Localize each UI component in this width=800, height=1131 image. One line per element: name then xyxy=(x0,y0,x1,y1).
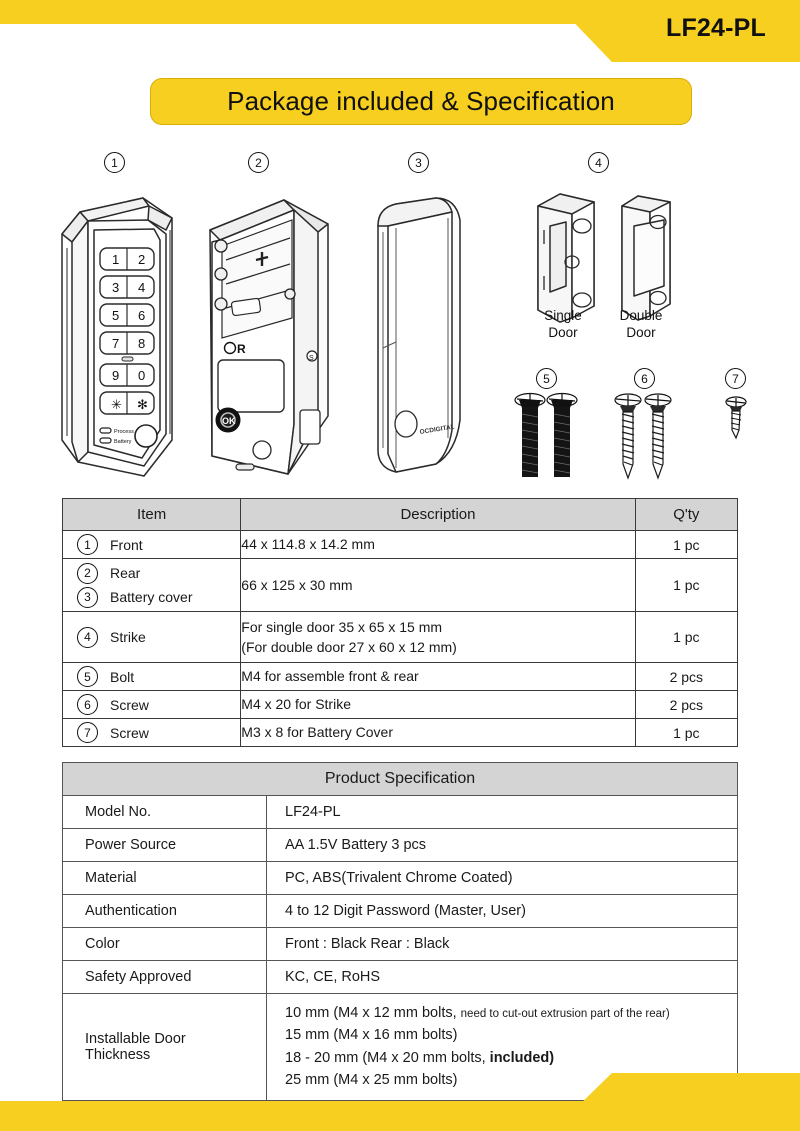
cell-description: 44 x 114.8 x 14.2 mm xyxy=(241,531,635,559)
spec-value: KC, CE, RoHS xyxy=(267,961,738,994)
svg-text:2: 2 xyxy=(138,252,146,267)
description-line: (For double door 27 x 60 x 12 mm) xyxy=(241,639,457,655)
table-row xyxy=(63,663,738,691)
strike-single-caption: Single Door xyxy=(544,308,582,340)
spec-value: AA 1.5V Battery 3 pcs xyxy=(267,829,738,862)
spec-label-line: Thickness xyxy=(85,1046,151,1063)
spec-value: Front : Black Rear : Black xyxy=(267,928,738,961)
cover-thumb-recess xyxy=(395,411,417,437)
table-row xyxy=(63,531,738,559)
spec-label: Material xyxy=(63,862,267,895)
table-header-row xyxy=(63,499,738,531)
svg-text:0: 0 xyxy=(138,368,146,383)
svg-text:Battery: Battery xyxy=(114,439,132,445)
spec-label-line: Installable Door xyxy=(85,1030,186,1047)
marker-3: 3 xyxy=(408,152,429,173)
spec-row xyxy=(63,928,738,961)
svg-text:S: S xyxy=(309,355,314,362)
cell-item xyxy=(63,663,241,691)
model-label: LF24-PL xyxy=(665,14,766,42)
spec-table-title: Product Specification xyxy=(63,763,738,796)
item-name: Screw xyxy=(110,696,149,713)
item-marker: 2 xyxy=(77,563,98,584)
svg-text:3: 3 xyxy=(112,280,120,295)
svg-text:1: 1 xyxy=(112,252,120,267)
battery-cover-illustration xyxy=(352,192,482,482)
page-footer xyxy=(0,1073,800,1131)
item-name: Battery cover xyxy=(110,589,193,605)
item-marker: 3 xyxy=(77,587,98,608)
strike-double-caption: Double Door xyxy=(619,308,663,340)
thickness-line: 18 - 20 mm (M4 x 20 mm bolts, included) xyxy=(285,1049,555,1066)
spec-row xyxy=(63,961,738,994)
screw-strike-illustration xyxy=(612,390,682,486)
col-header-item: Item xyxy=(63,499,241,531)
item-marker: 4 xyxy=(77,627,98,648)
svg-text:8: 8 xyxy=(138,336,146,351)
cell-qty: 2 pcs xyxy=(635,663,737,691)
page-header xyxy=(0,0,800,62)
front-knob-icon xyxy=(135,425,157,447)
cell-description: M3 x 8 for Battery Cover xyxy=(241,719,635,747)
cell-qty: 1 pc xyxy=(635,612,737,663)
spec-label: Power Source xyxy=(63,829,267,862)
item-name: Strike xyxy=(110,629,146,645)
package-included-table xyxy=(62,498,738,747)
item-marker: 5 xyxy=(77,666,98,687)
spec-title-row xyxy=(63,763,738,796)
marker-2: 2 xyxy=(248,152,269,173)
thickness-line: 25 mm (M4 x 25 mm bolts) xyxy=(285,1072,458,1089)
keypad-key-1-2 xyxy=(100,248,154,270)
marker-5: 5 xyxy=(536,368,557,389)
cell-description xyxy=(241,612,635,663)
svg-text:4: 4 xyxy=(138,280,146,295)
table-row xyxy=(63,612,738,663)
marker-6: 6 xyxy=(634,368,655,389)
table-row xyxy=(63,691,738,719)
cell-item xyxy=(63,691,241,719)
item-name: Front xyxy=(110,536,143,553)
item-name: Screw xyxy=(110,724,149,741)
cell-qty: 1 pc xyxy=(635,719,737,747)
svg-text:Process: Process xyxy=(114,429,134,435)
cell-item xyxy=(63,559,241,612)
svg-text:7: 7 xyxy=(112,336,120,351)
spec-row xyxy=(63,829,738,862)
svg-text:5: 5 xyxy=(112,308,120,323)
col-header-description: Description xyxy=(241,499,635,531)
ok-knob-icon xyxy=(216,408,240,432)
bolt-illustration xyxy=(512,388,582,484)
svg-text:9: 9 xyxy=(112,368,120,383)
thickness-line: 10 mm (M4 x 12 mm bolts, need to cut-out extrusion part of the rear) xyxy=(285,1005,670,1021)
svg-text:✻: ✻ xyxy=(137,397,148,412)
spec-label: Authentication xyxy=(63,895,267,928)
brand-logo: OCDIGITAL xyxy=(419,423,456,436)
keypad-key-5-6 xyxy=(100,304,154,326)
cell-description: 66 x 125 x 30 mm xyxy=(241,559,635,612)
cell-item xyxy=(63,719,241,747)
svg-text:R: R xyxy=(237,342,246,356)
table-row xyxy=(63,719,738,747)
keypad-key-7-8 xyxy=(100,332,154,354)
thickness-line: 15 mm (M4 x 16 mm bolts) xyxy=(285,1027,458,1044)
keypad-key-star-hash xyxy=(100,392,154,414)
cell-item xyxy=(63,531,241,559)
cell-qty: 1 pc xyxy=(635,559,737,612)
page-title: Package included & Specification xyxy=(150,78,692,125)
screw-mark-s xyxy=(307,351,317,362)
item-name: Bolt xyxy=(110,668,135,685)
marker-1: 1 xyxy=(104,152,125,173)
item-marker: 1 xyxy=(77,534,98,555)
cell-qty: 1 pc xyxy=(635,531,737,559)
rear-panel xyxy=(218,360,284,412)
item-marker: 6 xyxy=(77,694,98,715)
description-line: For single door 35 x 65 x 15 mm xyxy=(241,618,443,635)
spec-label: Safety Approved xyxy=(63,961,267,994)
table-row xyxy=(63,559,738,612)
spec-label: Model No. xyxy=(63,796,267,829)
spec-row xyxy=(63,895,738,928)
illustration-area xyxy=(0,140,800,490)
spec-value: 4 to 12 Digit Password (Master, User) xyxy=(267,895,738,928)
cell-qty: 2 pcs xyxy=(635,691,737,719)
product-specification-table xyxy=(62,762,738,1101)
spec-value: PC, ABS(Trivalent Chrome Coated) xyxy=(267,862,738,895)
spec-value: LF24-PL xyxy=(267,796,738,829)
item-name: Rear xyxy=(110,565,141,581)
marker-4: 4 xyxy=(588,152,609,173)
svg-text:OK: OK xyxy=(222,416,236,426)
cell-item xyxy=(63,612,241,663)
keypad-key-3-4 xyxy=(100,276,154,298)
spec-row xyxy=(63,796,738,829)
front-keypad-illustration xyxy=(48,190,188,485)
spec-label: Color xyxy=(63,928,267,961)
svg-text:6: 6 xyxy=(138,308,146,323)
item-marker: 7 xyxy=(77,722,98,743)
screw-battery-cover-illustration xyxy=(718,392,758,452)
svg-text:✳: ✳ xyxy=(111,397,122,412)
keypad-key-9-0 xyxy=(100,364,154,386)
marker-7: 7 xyxy=(725,368,746,389)
col-header-qty: Q'ty xyxy=(635,499,737,531)
rear-body-illustration xyxy=(192,188,342,488)
cell-description: M4 for assemble front & rear xyxy=(241,663,635,691)
cell-description: M4 x 20 for Strike xyxy=(241,691,635,719)
spec-row xyxy=(63,862,738,895)
